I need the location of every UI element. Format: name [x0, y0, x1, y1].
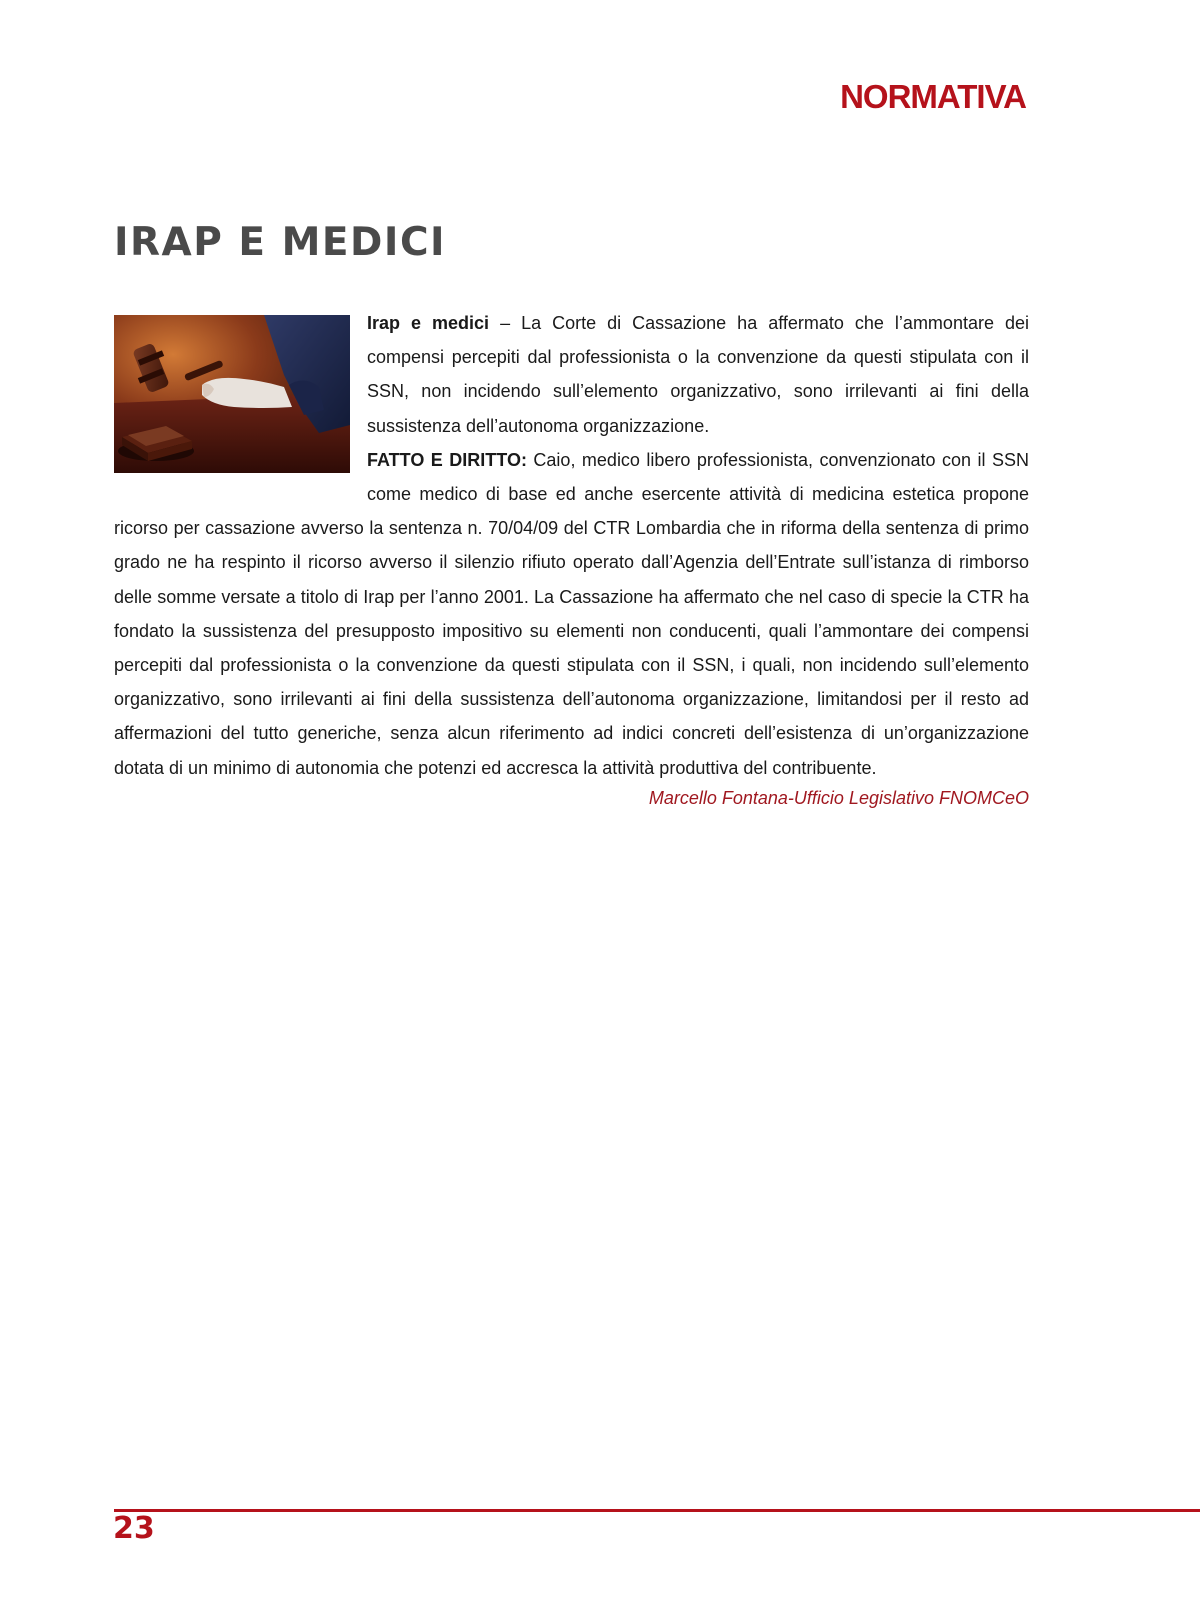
- facts-text: Caio, medico libero professionista, convenzionato con il SSN come medico di base ed anche esercente attività di medicina estetica propone ricorso per cassazione avverso la sentenza n. 70/04/09 del CTR Lombardia che in riforma della sentenza di primo grado ne ha respinto il ricorso avverso il silenzio rifiuto operato dall’Agenzia dell’Entrate sull’istanza di rimborso delle somme versate a titolo di Irap per l’anno 2001. La Cassazione ha affermato che nel caso di specie la CTR ha fondato la sussistenza del presupposto impositivo su elementi non conducenti, quali l’ammontare dei compensi percepiti dal professionista o la convenzione da questi stipulata con il SSN, i quali, non incidendo sull’elemento organizzativo, sono irrilevanti ai fini della sussistenza dell’autonoma organizzazione, limitandosi per il resto ad affermazioni del tutto generiche, senza alcun riferimento ad indici concreti dell’esistenza di un’organizzazione dotata di un minimo di autonomia che potenzi ed accresca la attività produttiva del contribuente.: [114, 449, 1029, 778]
- author-signature: Marcello Fontana-Ufficio Legislativo FNOMCeO: [648, 788, 1029, 808]
- page-title: IRAP E MEDICI: [114, 220, 447, 265]
- page-number: 23: [113, 1511, 155, 1546]
- intro-lead: Irap e medici: [367, 313, 490, 333]
- intro-text: – La Corte di Cassazione ha affermato che l’ammontare dei compensi percepiti dal professionista o la convenzione da questi stipulata con il SSN, non incidendo sull’elemento organizzativo, sono irrilevanti ai fini della sussistenza dell’autonoma organizzazione.: [367, 313, 1029, 436]
- article-body: [114, 306, 1029, 785]
- footer-divider: [114, 1509, 1200, 1512]
- section-label: NORMATIVA: [840, 78, 1026, 115]
- facts-lead: FATTO E DIRITTO:: [367, 449, 527, 470]
- gavel-photo: [114, 315, 350, 473]
